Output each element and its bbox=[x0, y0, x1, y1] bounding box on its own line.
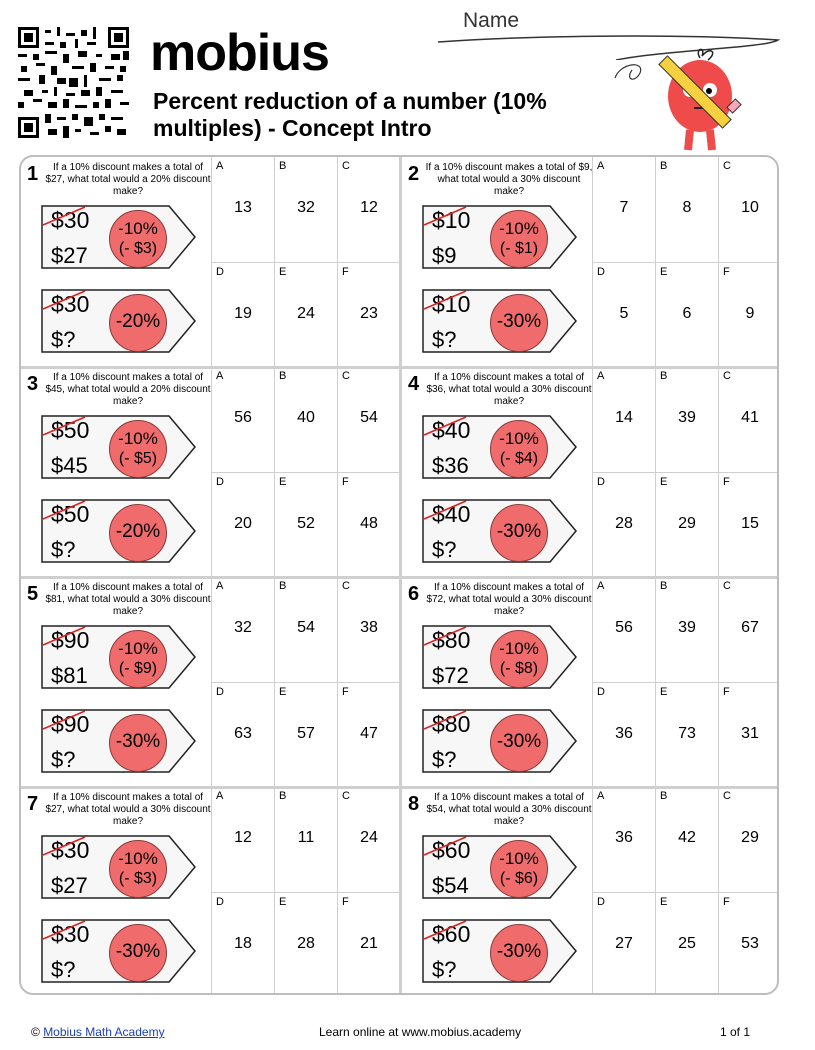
answer-option[interactable] bbox=[337, 577, 400, 682]
discount-percent: -10% bbox=[499, 429, 539, 448]
price-tag-known bbox=[41, 415, 197, 479]
question-text: If a 10% discount makes a total of $81, what total would a 30% discount make? bbox=[45, 582, 211, 617]
target-discount-percent: -30% bbox=[115, 941, 161, 962]
unknown-price: $? bbox=[432, 957, 457, 982]
option-letter: B bbox=[279, 790, 287, 802]
price-tag-known bbox=[422, 205, 578, 269]
answer-option[interactable] bbox=[655, 262, 718, 367]
answer-option[interactable] bbox=[718, 262, 779, 367]
option-letter: C bbox=[342, 370, 350, 382]
option-letter: F bbox=[342, 896, 349, 908]
original-price: $60 bbox=[432, 837, 471, 863]
option-value: 39 bbox=[678, 619, 696, 636]
price-tag-unknown bbox=[41, 499, 197, 563]
option-letter: D bbox=[216, 686, 224, 698]
question-text: If a 10% discount makes a total of $27, what total would a 20% discount make? bbox=[45, 162, 211, 197]
answer-option[interactable] bbox=[592, 367, 655, 472]
option-value: 54 bbox=[297, 619, 315, 636]
question-text: If a 10% discount makes a total of $27, what total would a 30% discount make? bbox=[45, 792, 211, 827]
answer-option[interactable] bbox=[718, 577, 779, 682]
problem-cell bbox=[21, 577, 399, 787]
target-discount-percent: -30% bbox=[496, 311, 542, 332]
question-text: If a 10% discount makes a total of $36, what total would a 30% discount make? bbox=[426, 372, 592, 407]
price-tag-known bbox=[422, 625, 578, 689]
discount-amount: (- $5) bbox=[118, 450, 158, 467]
option-letter: B bbox=[660, 160, 668, 172]
option-value: 12 bbox=[360, 199, 378, 216]
option-letter: A bbox=[216, 370, 224, 382]
option-value: 21 bbox=[360, 935, 378, 952]
option-value: 38 bbox=[360, 619, 378, 636]
answer-option[interactable] bbox=[337, 787, 400, 892]
option-value: 27 bbox=[615, 935, 633, 952]
option-letter: B bbox=[660, 370, 668, 382]
option-letter: C bbox=[723, 370, 731, 382]
option-letter: D bbox=[597, 686, 605, 698]
option-letter: C bbox=[723, 790, 731, 802]
option-letter: E bbox=[279, 686, 287, 698]
option-letter: D bbox=[216, 896, 224, 908]
option-value: 32 bbox=[234, 619, 252, 636]
option-value: 47 bbox=[360, 725, 378, 742]
problem-cell bbox=[402, 577, 779, 787]
original-price: $30 bbox=[51, 837, 90, 863]
answer-option[interactable] bbox=[274, 577, 337, 682]
option-letter: B bbox=[660, 790, 668, 802]
answer-option[interactable] bbox=[274, 262, 337, 367]
unknown-price: $? bbox=[51, 327, 76, 352]
answer-option[interactable] bbox=[337, 262, 400, 367]
original-price: $40 bbox=[432, 417, 471, 443]
option-value: 73 bbox=[678, 725, 696, 742]
original-price: $30 bbox=[51, 291, 90, 317]
option-value: 56 bbox=[234, 409, 252, 426]
answer-option[interactable] bbox=[337, 157, 400, 262]
option-value: 5 bbox=[619, 305, 629, 322]
option-value: 28 bbox=[615, 515, 633, 532]
discount-percent: -10% bbox=[499, 849, 539, 868]
answer-options bbox=[592, 157, 779, 367]
problem-cell bbox=[21, 157, 399, 367]
option-value: 10 bbox=[741, 199, 759, 216]
option-value: 48 bbox=[360, 515, 378, 532]
option-value: 11 bbox=[297, 829, 315, 846]
answer-options bbox=[592, 787, 779, 995]
answer-option[interactable] bbox=[337, 682, 400, 787]
discount-amount: (- $6) bbox=[499, 870, 539, 887]
option-value: 39 bbox=[678, 409, 696, 426]
original-price: $10 bbox=[432, 291, 471, 317]
option-value: 42 bbox=[678, 829, 696, 846]
unknown-price: $? bbox=[432, 537, 457, 562]
answer-option[interactable] bbox=[274, 787, 337, 892]
answer-option[interactable] bbox=[211, 577, 274, 682]
option-letter: A bbox=[597, 160, 605, 172]
option-letter: B bbox=[279, 160, 287, 172]
option-letter: D bbox=[597, 476, 605, 488]
target-discount-percent: -20% bbox=[115, 311, 161, 332]
qr-code-graphic bbox=[18, 27, 129, 138]
answer-option[interactable] bbox=[655, 682, 718, 787]
answer-option[interactable] bbox=[718, 682, 779, 787]
option-letter: F bbox=[723, 686, 730, 698]
answer-option[interactable] bbox=[211, 367, 274, 472]
answer-option[interactable] bbox=[655, 472, 718, 577]
original-price: $90 bbox=[51, 627, 90, 653]
price-tag-known bbox=[41, 205, 197, 269]
name-label: Name bbox=[463, 9, 520, 32]
target-discount-percent: -30% bbox=[496, 731, 542, 752]
answer-option[interactable] bbox=[592, 157, 655, 262]
answer-options bbox=[211, 367, 399, 577]
option-letter: D bbox=[597, 266, 605, 278]
option-letter: A bbox=[597, 370, 605, 382]
original-price: $50 bbox=[51, 417, 90, 443]
option-letter: B bbox=[279, 580, 287, 592]
option-value: 13 bbox=[234, 199, 252, 216]
answer-options bbox=[211, 787, 399, 995]
answer-option[interactable] bbox=[655, 157, 718, 262]
answer-options bbox=[592, 577, 779, 787]
discount-percent: -10% bbox=[118, 219, 158, 238]
question-number: 6 bbox=[408, 583, 420, 605]
target-discount-percent: -30% bbox=[496, 941, 542, 962]
option-letter: C bbox=[342, 160, 350, 172]
option-value: 52 bbox=[297, 515, 315, 532]
option-letter: C bbox=[723, 580, 731, 592]
option-value: 19 bbox=[234, 305, 252, 322]
option-value: 9 bbox=[745, 305, 755, 322]
option-value: 6 bbox=[682, 305, 692, 322]
original-price: $90 bbox=[51, 711, 90, 737]
discount-percent: -10% bbox=[118, 639, 158, 658]
problem-cell bbox=[402, 157, 779, 367]
original-price: $10 bbox=[432, 207, 471, 233]
question-number: 1 bbox=[27, 163, 39, 185]
answer-option[interactable] bbox=[592, 682, 655, 787]
option-value: 67 bbox=[741, 619, 759, 636]
discount-amount: (- $9) bbox=[118, 660, 158, 677]
option-value: 18 bbox=[234, 935, 252, 952]
option-letter: E bbox=[279, 476, 287, 488]
answer-option[interactable] bbox=[655, 577, 718, 682]
price-tag-known bbox=[41, 835, 197, 899]
option-letter: E bbox=[660, 686, 668, 698]
answer-option[interactable] bbox=[655, 892, 718, 995]
answer-option[interactable] bbox=[592, 472, 655, 577]
discounted-price: $9 bbox=[432, 243, 457, 268]
answer-option[interactable] bbox=[655, 787, 718, 892]
question-number: 7 bbox=[27, 793, 39, 815]
question-text: If a 10% discount makes a total of $72, what total would a 30% discount make? bbox=[426, 582, 592, 617]
target-discount-percent: -30% bbox=[115, 731, 161, 752]
answer-option[interactable] bbox=[274, 157, 337, 262]
answer-option[interactable] bbox=[655, 367, 718, 472]
price-tag-unknown bbox=[422, 289, 578, 353]
discount-amount: (- $4) bbox=[499, 450, 539, 467]
question-number: 5 bbox=[27, 583, 39, 605]
unknown-price: $? bbox=[432, 327, 457, 352]
answer-option[interactable] bbox=[274, 472, 337, 577]
discounted-price: $72 bbox=[432, 663, 469, 688]
mascot-illustration bbox=[610, 38, 760, 156]
answer-option[interactable] bbox=[274, 682, 337, 787]
price-tag-unknown bbox=[41, 709, 197, 773]
answer-option[interactable] bbox=[337, 367, 400, 472]
option-value: 40 bbox=[297, 409, 315, 426]
answer-option[interactable] bbox=[718, 787, 779, 892]
answer-option[interactable] bbox=[592, 577, 655, 682]
discount-amount: (- $3) bbox=[118, 240, 158, 257]
option-value: 31 bbox=[741, 725, 759, 742]
discount-amount: (- $1) bbox=[499, 240, 539, 257]
original-price: $80 bbox=[432, 627, 471, 653]
option-letter: E bbox=[660, 476, 668, 488]
problem-cell bbox=[402, 787, 779, 995]
price-tag-unknown bbox=[41, 289, 197, 353]
option-letter: F bbox=[342, 266, 349, 278]
option-letter: E bbox=[279, 266, 287, 278]
academy-link[interactable]: Mobius Math Academy bbox=[43, 1025, 165, 1039]
answer-option[interactable] bbox=[718, 472, 779, 577]
unknown-price: $? bbox=[51, 537, 76, 562]
answer-options bbox=[211, 157, 399, 367]
question-text: If a 10% discount makes a total of $9, what total would a 30% discount make? bbox=[425, 162, 593, 197]
option-value: 36 bbox=[615, 829, 633, 846]
option-value: 56 bbox=[615, 619, 633, 636]
target-discount-percent: -30% bbox=[496, 521, 542, 542]
original-price: $60 bbox=[432, 921, 471, 947]
option-value: 32 bbox=[297, 199, 315, 216]
discount-amount: (- $3) bbox=[118, 870, 158, 887]
answer-option[interactable] bbox=[211, 892, 274, 995]
answer-option[interactable] bbox=[274, 367, 337, 472]
discount-percent: -10% bbox=[499, 639, 539, 658]
option-value: 20 bbox=[234, 515, 252, 532]
footer-copyright bbox=[31, 1025, 165, 1039]
unknown-price: $? bbox=[432, 747, 457, 772]
option-value: 57 bbox=[297, 725, 315, 742]
discounted-price: $81 bbox=[51, 663, 88, 688]
page-title: Percent reduction of a number (10% multiples) - Concept Intro bbox=[153, 88, 547, 141]
answer-option[interactable] bbox=[718, 892, 779, 995]
option-letter: B bbox=[279, 370, 287, 382]
answer-option[interactable] bbox=[592, 262, 655, 367]
answer-option[interactable] bbox=[211, 262, 274, 367]
discounted-price: $54 bbox=[432, 873, 469, 898]
target-discount-percent: -20% bbox=[115, 521, 161, 542]
option-letter: E bbox=[660, 896, 668, 908]
option-letter: C bbox=[342, 790, 350, 802]
option-value: 41 bbox=[741, 409, 759, 426]
problem-grid bbox=[19, 155, 779, 995]
discount-percent: -10% bbox=[118, 849, 158, 868]
option-letter: A bbox=[216, 790, 224, 802]
option-letter: F bbox=[342, 686, 349, 698]
option-value: 14 bbox=[615, 409, 633, 426]
original-price: $50 bbox=[51, 501, 90, 527]
answer-options bbox=[211, 577, 399, 787]
discount-amount: (- $8) bbox=[499, 660, 539, 677]
option-letter: E bbox=[660, 266, 668, 278]
page-number: 1 of 1 bbox=[720, 1025, 751, 1039]
discounted-price: $45 bbox=[51, 453, 88, 478]
problem-cell bbox=[21, 367, 399, 577]
original-price: $30 bbox=[51, 921, 90, 947]
option-value: 63 bbox=[234, 725, 252, 742]
original-price: $40 bbox=[432, 501, 471, 527]
option-value: 23 bbox=[360, 305, 378, 322]
discount-percent: -10% bbox=[118, 429, 158, 448]
answer-option[interactable] bbox=[211, 787, 274, 892]
question-number: 4 bbox=[408, 373, 420, 395]
option-value: 29 bbox=[741, 829, 759, 846]
option-letter: F bbox=[723, 266, 730, 278]
option-letter: D bbox=[597, 896, 605, 908]
option-value: 28 bbox=[297, 935, 315, 952]
discounted-price: $36 bbox=[432, 453, 469, 478]
option-letter: F bbox=[723, 476, 730, 488]
original-price: $80 bbox=[432, 711, 471, 737]
qr-code bbox=[18, 27, 129, 138]
option-letter: E bbox=[279, 896, 287, 908]
option-letter: C bbox=[342, 580, 350, 592]
option-letter: F bbox=[342, 476, 349, 488]
option-value: 24 bbox=[360, 829, 378, 846]
option-letter: B bbox=[660, 580, 668, 592]
question-text: If a 10% discount makes a total of $45, what total would a 20% discount make? bbox=[45, 372, 211, 407]
option-value: 8 bbox=[682, 199, 692, 216]
option-value: 36 bbox=[615, 725, 633, 742]
option-value: 12 bbox=[234, 829, 252, 846]
answer-option[interactable] bbox=[718, 367, 779, 472]
answer-option[interactable] bbox=[592, 787, 655, 892]
answer-option[interactable] bbox=[337, 472, 400, 577]
option-value: 15 bbox=[741, 515, 759, 532]
price-tag-known bbox=[41, 625, 197, 689]
option-value: 7 bbox=[619, 199, 629, 216]
discount-percent: -10% bbox=[499, 219, 539, 238]
answer-options bbox=[592, 367, 779, 577]
answer-option[interactable] bbox=[718, 157, 779, 262]
option-letter: A bbox=[216, 160, 224, 172]
footer-learn-online: Learn online at www.mobius.academy bbox=[319, 1025, 522, 1039]
question-number: 2 bbox=[408, 163, 420, 185]
answer-option[interactable] bbox=[337, 892, 400, 995]
problem-cell bbox=[402, 367, 779, 577]
option-letter: C bbox=[723, 160, 731, 172]
unknown-price: $? bbox=[51, 957, 76, 982]
option-letter: D bbox=[216, 266, 224, 278]
price-tag-unknown bbox=[41, 919, 197, 983]
copyright-symbol: © bbox=[31, 1025, 40, 1039]
answer-option[interactable] bbox=[211, 157, 274, 262]
brand-logo: mobius bbox=[150, 24, 329, 82]
answer-option[interactable] bbox=[211, 682, 274, 787]
price-tag-known bbox=[422, 415, 578, 479]
option-letter: F bbox=[723, 896, 730, 908]
option-letter: A bbox=[597, 790, 605, 802]
price-tag-known bbox=[422, 835, 578, 899]
price-tag-unknown bbox=[422, 919, 578, 983]
unknown-price: $? bbox=[51, 747, 76, 772]
question-text: If a 10% discount makes a total of $54, what total would a 30% discount make? bbox=[426, 792, 592, 827]
option-letter: A bbox=[597, 580, 605, 592]
question-number: 8 bbox=[408, 793, 420, 815]
price-tag-unknown bbox=[422, 499, 578, 563]
option-value: 53 bbox=[741, 935, 759, 952]
option-letter: D bbox=[216, 476, 224, 488]
option-value: 54 bbox=[360, 409, 378, 426]
option-value: 24 bbox=[297, 305, 315, 322]
problem-cell bbox=[21, 787, 399, 995]
answer-option[interactable] bbox=[592, 892, 655, 995]
price-tag-unknown bbox=[422, 709, 578, 773]
option-value: 29 bbox=[678, 515, 696, 532]
discounted-price: $27 bbox=[51, 873, 88, 898]
option-value: 25 bbox=[678, 935, 696, 952]
answer-option[interactable] bbox=[211, 472, 274, 577]
option-letter: A bbox=[216, 580, 224, 592]
discounted-price: $27 bbox=[51, 243, 88, 268]
original-price: $30 bbox=[51, 207, 90, 233]
answer-option[interactable] bbox=[274, 892, 337, 995]
question-number: 3 bbox=[27, 373, 39, 395]
